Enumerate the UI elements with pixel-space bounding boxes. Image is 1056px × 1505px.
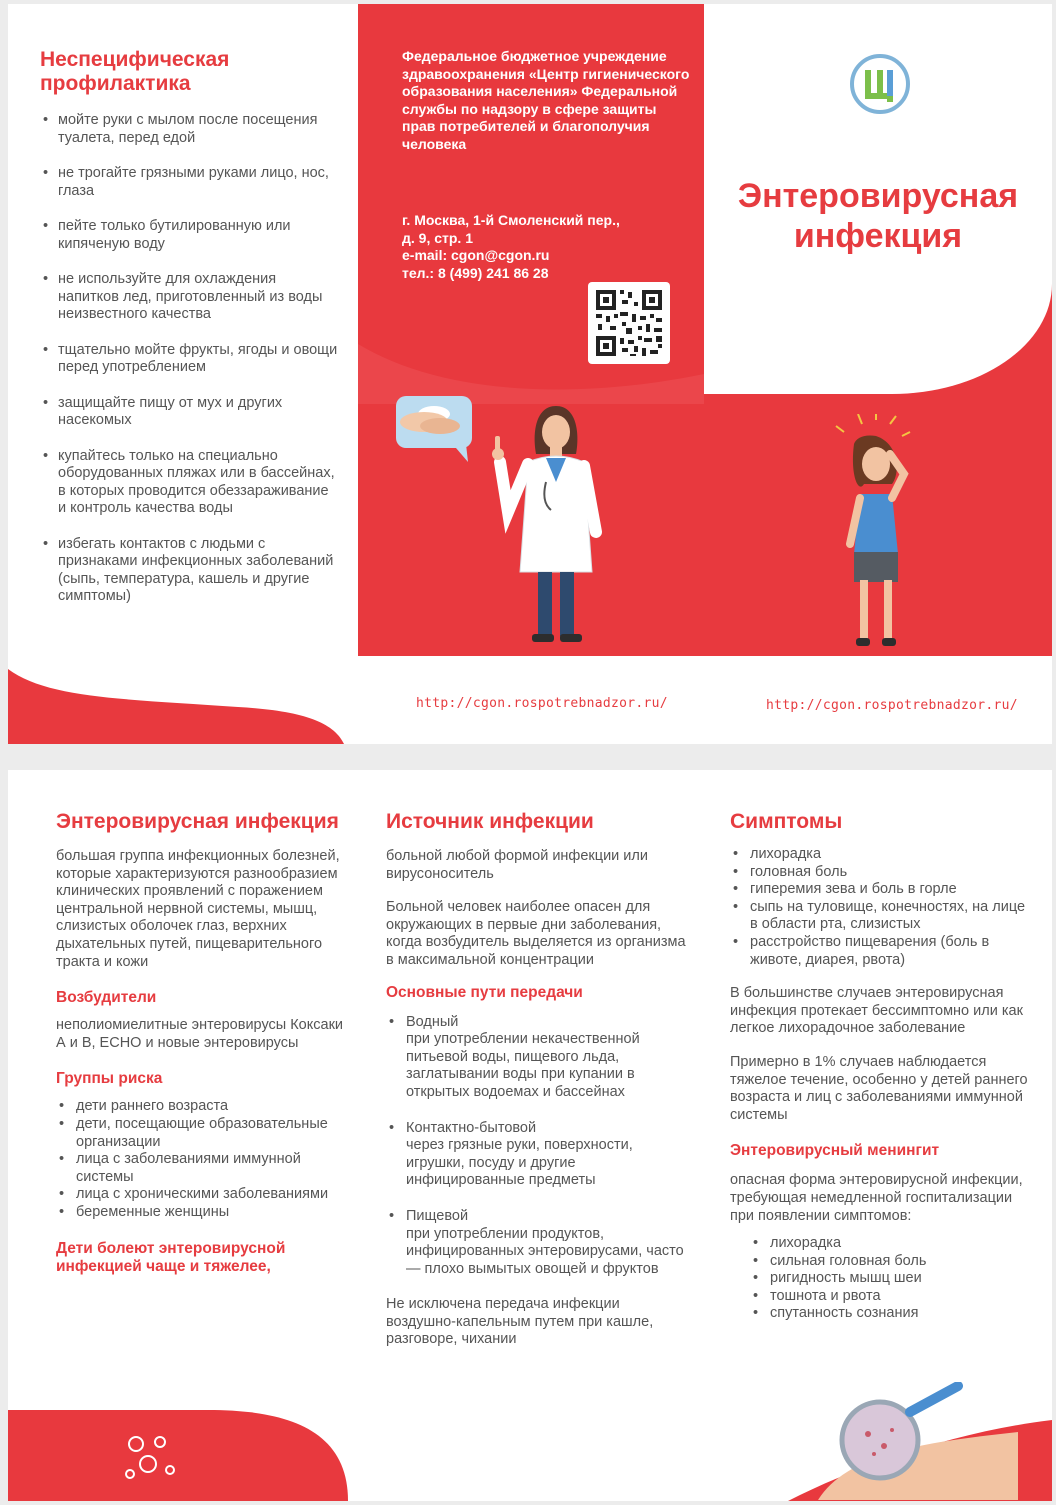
list-item: • сильная головная боль — [750, 1253, 1030, 1271]
cover-title-line: Энтеровирусная — [737, 177, 1019, 215]
brochure-outer-side — [8, 4, 1052, 744]
cover-title — [704, 176, 1052, 256]
list-item: • расстройство пищеварения (боль в животе, диарея, рвота) — [730, 934, 1030, 969]
cover-panel — [704, 4, 1052, 656]
list-item: • лица с заболеваниями иммунной системы — [56, 1151, 346, 1186]
list-item: • купайтесь только на специально оборудованных пляжах или в бассейнах, в которых проводится обеззараживание и контроль качества воды — [40, 448, 340, 518]
address-line: г. Москва, 1-й Смоленский пер., — [402, 212, 620, 228]
risk-groups-title: Группы риска — [56, 1070, 163, 1088]
list-item: • не трогайте грязными руками лицо, нос, глаза — [40, 165, 340, 200]
list-item: • тщательно мойте фрукты, ягоды и овощи перед употреблением — [40, 342, 340, 377]
list-item: • защищайте пищу от мух и других насекомых — [40, 395, 340, 430]
decorative-wave — [8, 669, 346, 744]
about-text: большая группа инфекционных болезней, которые характеризуются разнообразием клинических проявлений с поражением центральной нервной системы, мышц, слизистых оболочек глаз, верхних дыхательных путей, пищеварительного тракта и кожи — [56, 848, 340, 970]
list-item: • беременные женщины — [56, 1204, 346, 1222]
virus-icon — [120, 1430, 182, 1490]
organization-name: Федеральное бюджетное учреждение здравоохранения «Центр гигиенического образования населения» Федеральной службы по надзору в сфере защиты прав потребителей и благополучия человека — [402, 48, 690, 152]
list-item: • дети раннего возраста — [56, 1098, 346, 1116]
symptoms-title: Симптомы — [730, 810, 843, 833]
organization-panel — [358, 4, 704, 656]
list-item: • гиперемия зева и боль в горле — [730, 881, 1030, 899]
list-item: • спутанность сознания — [750, 1305, 1030, 1323]
airborne-text: Не исключена передача инфекции воздушно-капельным путем при кашле, разговоре, чихании — [386, 1296, 654, 1348]
meningitis-list — [750, 1235, 1030, 1323]
list-item — [386, 1120, 686, 1190]
transmission-desc: при употреблении некачественной питьевой воды, пищевого льда, заглатывании воды при купании в открытых водоемах и бассейнах — [406, 1031, 640, 1100]
prevention-list — [40, 112, 340, 624]
decorative-wave — [358, 304, 704, 404]
list-item — [386, 1208, 686, 1278]
prevention-panel — [8, 4, 358, 744]
transmission-desc: при употреблении продуктов, инфицированных энтеровирусами, часто — плохо вымытых овощей и фруктов — [406, 1225, 684, 1277]
list-item: • не используйте для охлаждения напитков лед, приготовленный из воды неизвестного качества — [40, 271, 340, 324]
source-column — [386, 810, 686, 1349]
about-title: Энтеровирусная инфекция — [56, 810, 339, 833]
meningitis-text: опасная форма энтеровирусной инфекции, требующая немедленной госпитализации при появлении симптомов: — [730, 1172, 1023, 1224]
transmission-title: Основные пути передачи — [386, 983, 583, 1001]
list-item: • дети, посещающие образовательные организации — [56, 1116, 346, 1151]
sick-girl-illustration — [814, 414, 934, 654]
brochure-inner-side — [8, 770, 1052, 1501]
email-text: e-mail: cgon@cgon.ru — [402, 247, 550, 264]
symptoms-list — [730, 846, 1030, 969]
transmission-name: • Контактно-бытовой — [406, 1119, 537, 1136]
prevention-title: Неспецифическая профилактика — [40, 48, 230, 95]
about-column — [56, 810, 346, 1276]
cover-title-line: инфекция — [793, 217, 963, 255]
organization-contacts — [402, 212, 692, 282]
list-item: • головная боль — [730, 864, 1030, 882]
list-item: • пейте только бутилированную или кипяченую воду — [40, 218, 340, 253]
source-title: Источник инфекции — [386, 810, 594, 833]
website-link[interactable]: http://cgon.rospotrebnadzor.ru/ — [766, 698, 1018, 713]
transmission-name: • Водный — [406, 1013, 459, 1030]
asymptomatic-text: В большинстве случаев энтеровирусная инфекция протекает бессимптомно или как легкое лихорадочное заболевание — [730, 985, 1023, 1037]
children-note: Дети болеют энтеровирусной инфекцией чаще и тяжелее, — [56, 1239, 286, 1275]
list-item: • избегать контактов с людьми с признаками инфекционных заболеваний (сыпь, температура, кашель и другие симптомы) — [40, 536, 340, 606]
website-link[interactable]: http://cgon.rospotrebnadzor.ru/ — [416, 696, 668, 711]
source-danger-text: Больной человек наиболее опасен для окружающих в первые дни заболевания, когда возбудитель выделяется из организма в максимальной концентрации — [386, 899, 686, 968]
list-item: • ригидность мышц шеи — [750, 1270, 1030, 1288]
list-item: • лихорадка — [750, 1235, 1030, 1253]
risk-groups-list — [56, 1098, 346, 1221]
list-item: • лихорадка — [730, 846, 1030, 864]
list-item: • сыпь на туловище, конечностях, на лице в области рта, слизистых — [730, 899, 1030, 934]
symptoms-column — [730, 810, 1030, 1323]
transmission-desc: через грязные руки, поверхности, игрушки, посуду и другие инфицированные предметы — [406, 1137, 633, 1189]
transmission-list — [386, 1014, 686, 1279]
doctor-illustration — [396, 392, 656, 652]
rash-magnifier-illustration — [808, 1382, 1018, 1500]
meningitis-title: Энтеровирусный менингит — [730, 1142, 940, 1160]
cgon-logo-icon — [850, 54, 910, 114]
list-item: • мойте руки с мылом после посещения туалета, перед едой — [40, 112, 340, 147]
pathogens-title: Возбудители — [56, 989, 157, 1007]
pathogens-text: неполиомиелитные энтеровирусы Коксаки А и В, ECHO и новые энтеровирусы — [56, 1017, 344, 1051]
list-item: • лица с хроническими заболеваниями — [56, 1186, 346, 1204]
phone-text: тел.: 8 (499) 241 86 28 — [402, 264, 549, 281]
source-text: больной любой формой инфекции или вирусоноситель — [386, 848, 648, 882]
address-line: д. 9, стр. 1 — [402, 229, 473, 246]
severe-text: Примерно в 1% случаев наблюдается тяжелое течение, особенно у детей раннего возраста и лиц с заболеваниями иммунной системы — [730, 1053, 1028, 1123]
list-item: • тошнота и рвота — [750, 1288, 1030, 1306]
transmission-name: • Пищевой — [406, 1207, 469, 1224]
list-item — [386, 1014, 686, 1102]
